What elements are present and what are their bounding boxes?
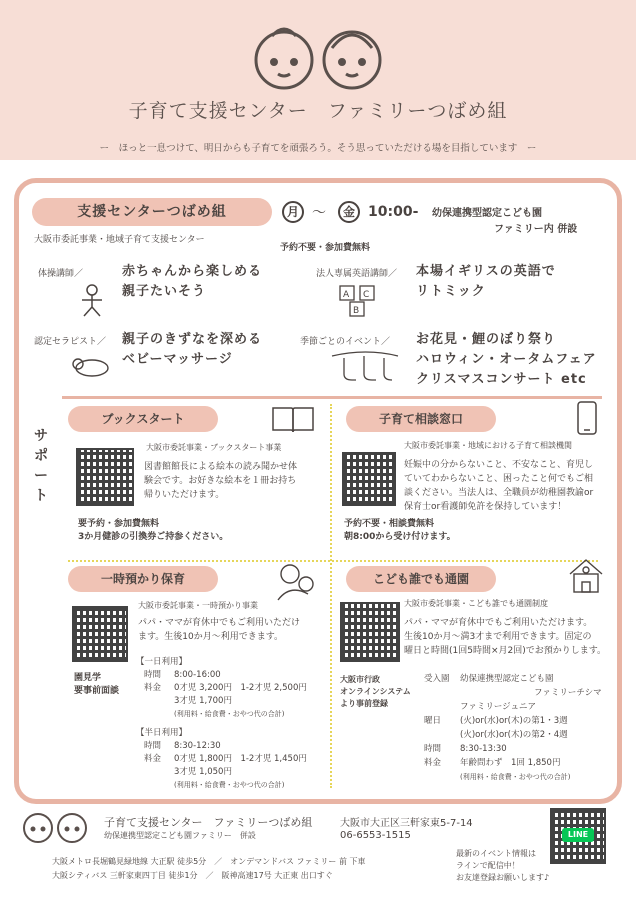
temporary-left-note: 園見学 要事前面談: [74, 673, 120, 696]
divider-vertical: [330, 404, 332, 788]
facility-line1: 幼保連携型認定こども園: [432, 208, 542, 219]
open-book-icon: [270, 404, 316, 434]
program-text: 親子のきずなを深める: [122, 332, 263, 347]
consult-note: 予約不要・相談費無料 朝8:00から受け付けます。: [344, 519, 456, 542]
facility-line2: ファミリー内 併設: [494, 224, 578, 235]
program-text: ハロウィン・オータムフェア: [416, 352, 597, 367]
friday-badge: 金: [338, 201, 360, 223]
program-role: 法人専属英語講師／: [316, 269, 398, 279]
svg-text:C: C: [363, 290, 370, 300]
temporary-sub: 大阪市委託事業・一時預かり事業: [138, 601, 258, 610]
program-text: お花見・鯉のぼり祭り: [416, 332, 557, 347]
program-text: リトミック: [416, 284, 486, 299]
intro-sub: 大阪市委託事業・地域子育て支援センター: [34, 235, 205, 245]
monday-badge: 月: [282, 201, 304, 223]
footer-name: 子育て支援センター ファミリーつばめ組: [104, 816, 313, 829]
bookstart-body: 図書館館長による絵本の読み聞かせ体 験会です。お好きな絵本を１冊お持ち 帰りいただけます。: [144, 462, 298, 500]
parent-child-icon: [272, 560, 324, 604]
program-text: クリスマスコンサート etc: [416, 372, 587, 387]
daremo-left-note: 大阪市行政 オンラインシステム より事前登録: [340, 675, 411, 708]
intro-pill: 支援センターつばめ組: [32, 198, 272, 226]
intro-note: 予約不要・参加費無料: [280, 243, 371, 253]
line-info: 最新のイベント情報は ラインで配信中！ お友達登録お願いします♪: [456, 849, 550, 882]
daremo-sub: 大阪市委託事業・こども誰でも通園制度: [404, 599, 548, 608]
bookstart-sub: 大阪市委託事業・ブックスタート事業: [146, 443, 282, 452]
program-text: 赤ちゃんから楽しめる: [122, 264, 263, 279]
section-rule: [62, 396, 602, 399]
gymnastics-icon: [72, 282, 112, 318]
temporary-pill: 一時預かり保育: [68, 566, 218, 592]
consult-body: 妊娠中の分からないこと、不安なこと、育児し ていてわからないこと、困ったこと何でもご相 談ください。当法人は、全職員が幼稚園教諭or 保育士or看護師免許を保持しています！: [404, 460, 594, 512]
baby-faces-icon: [248, 22, 388, 92]
footer-sub: 幼保連携型認定こども園ファミリー 併設: [104, 831, 256, 840]
consult-pill: 子育て相談窓口: [346, 406, 496, 432]
footer-access: 大阪メトロ長堀鶴見緑地線 大正駅 徒歩5分 ／ オンデマンドバス ファミリー 前 下車: [52, 857, 366, 866]
svg-text:B: B: [353, 306, 360, 316]
open-time: 10:00-: [368, 204, 419, 220]
line-logo: LINE: [562, 828, 594, 842]
smartphone-icon: [572, 400, 606, 440]
program-role: 体操講師／: [38, 269, 84, 279]
page-title: 子育て支援センター ファミリーつばめ組: [128, 100, 508, 122]
christmas-stockings-icon: [330, 350, 400, 390]
daremo-pill: こども誰でも通園: [346, 566, 496, 592]
temporary-qr-code[interactable]: [72, 606, 128, 662]
consult-qr-code[interactable]: [342, 452, 396, 506]
daremo-body: パパ・ママが育休中でもご利用いただけます。 生後10か月〜満3才まで利用できます。固定の 曜日と時間(1回5時間×月2回)でお預かりします。: [404, 618, 607, 656]
tagline: ー ほっと一息つけて、明日からも子育てを頑張ろう。そう思っていただける場を目指しています ー: [99, 143, 537, 154]
consult-sub: 大阪市委託事業・地域における子育て相談機関: [404, 441, 572, 450]
tilde: 〜: [312, 205, 326, 221]
program-role: 認定セラピスト／: [34, 337, 107, 347]
divider-horizontal: [68, 560, 598, 562]
support-label: サポート: [34, 428, 48, 504]
baby-massage-icon: [70, 350, 114, 380]
bookstart-pill: ブックスタート: [68, 406, 218, 432]
daremo-qr-code[interactable]: [340, 602, 400, 662]
temporary-body: パパ・ママが育休中でもご利用いただけ ます。生後10か月〜利用できます。: [138, 618, 301, 642]
bookstart-qr-code[interactable]: [76, 448, 134, 506]
program-text: 親子たいそう: [122, 284, 207, 299]
abc-blocks-icon: [338, 282, 378, 318]
program-role: 季節ごとのイベント／: [300, 337, 391, 347]
footer-address: 大阪市大正区三軒家東5-7-14: [340, 818, 473, 829]
footer-access: 大阪シティバス 三軒家東四丁目 徒歩1分 ／ 阪神高速17号 大正東 出口すぐ: [52, 871, 333, 880]
school-building-icon: [566, 556, 606, 596]
program-text: ベビーマッサージ: [122, 352, 233, 367]
temporary-fees: 【一日利用】 時間 8:00-16:00 料金 0才児 3,200円 1-2才児 2,500円 3才児 1,700円 (利用料・給食費・おやつ代の合計) 【半日利用】 時間 8:30-12:30 料金 0才児 1,800円 1-2才児 1,450円 3才児 1,050円 (利用料・給食費・おやつ代の合計): [136, 657, 307, 789]
daremo-details: 受入園 幼保連携型認定こども園 ファミリーチシマ ファミリージュニア 曜日 (火)or(水)or(木)の第1・3週 (火)or(水)or(木)の第2・4週 時間 8:30-13:30 料金 年齢問わず 1回 1,850円 (利用料・給食費・おやつ代の合計): [424, 674, 602, 781]
program-text: 本場イギリスの英語で: [416, 264, 556, 279]
bookstart-note: 要予約・参加費無料 3か月健診の引換券ご持参ください。: [78, 519, 229, 542]
svg-text:A: A: [343, 290, 350, 300]
footer-tel[interactable]: 06-6553-1515: [340, 830, 411, 841]
footer-baby-icon: [20, 810, 90, 846]
